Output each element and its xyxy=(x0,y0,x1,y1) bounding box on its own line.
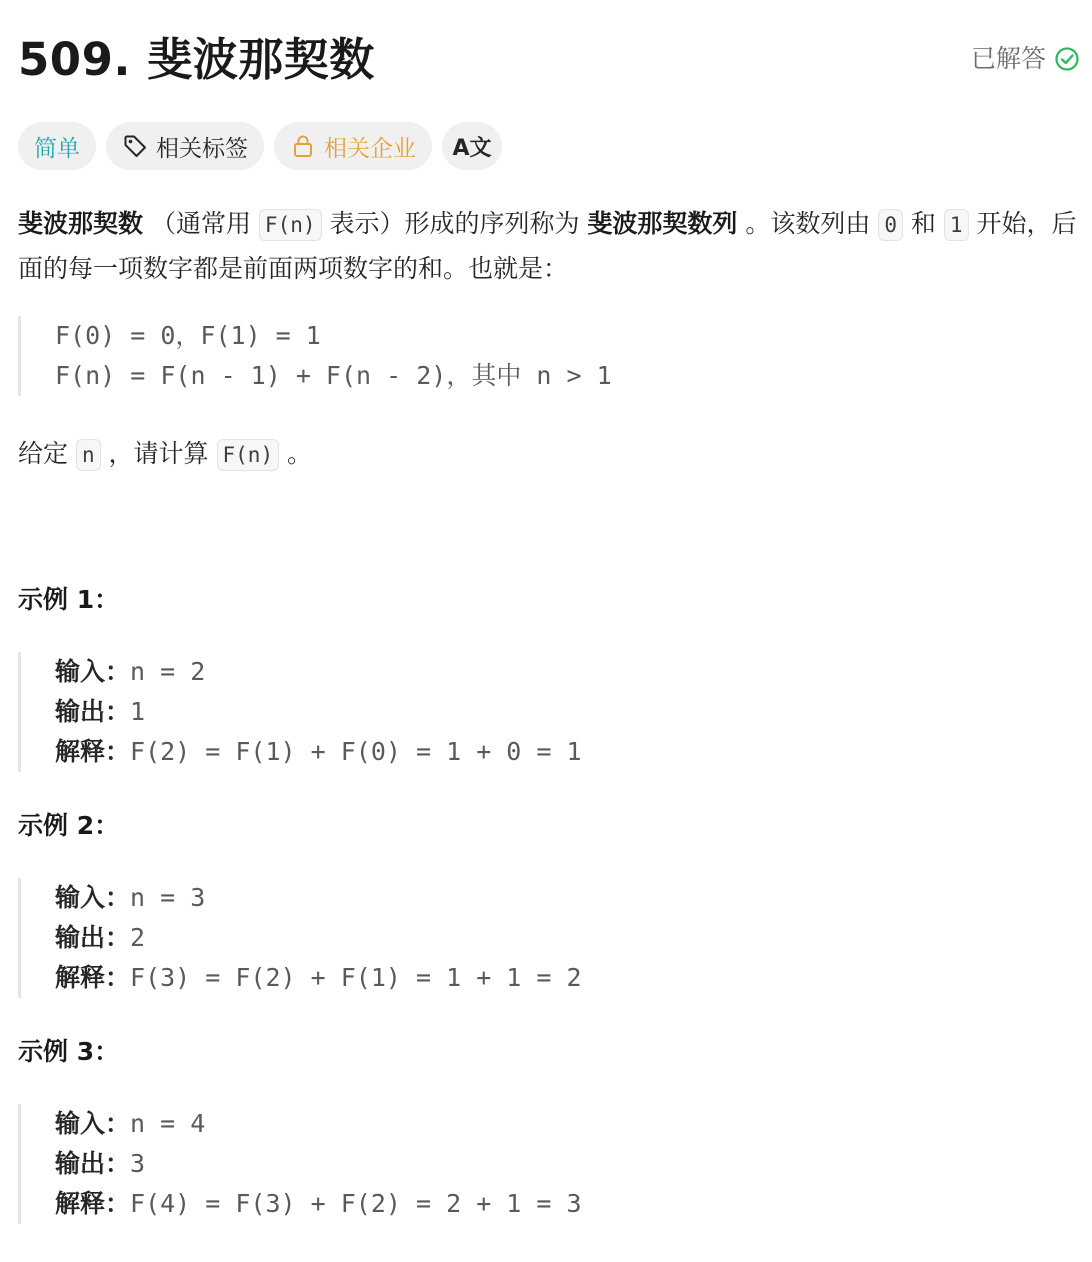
output-label: 输出： xyxy=(55,923,131,952)
task-statement xyxy=(18,432,312,477)
example-input-line xyxy=(55,878,582,918)
related-companies-label: 相关企业 xyxy=(324,135,416,162)
input-label: 输入： xyxy=(55,1109,131,1138)
check-circle-icon xyxy=(1054,46,1080,72)
translate-icon: A文 xyxy=(452,135,492,161)
example-1-block xyxy=(18,652,582,772)
example-input-value: n = 2 xyxy=(130,657,206,686)
formula-line: F(n) = F(n - 1) + F(n - 2)，其中 n > 1 xyxy=(55,361,612,390)
inline-code-fn: F(n) xyxy=(217,439,280,471)
text-segment: 。 xyxy=(279,439,313,468)
example-input-value: n = 4 xyxy=(130,1109,206,1138)
example-3-block xyxy=(18,1104,582,1224)
problem-title[interactable]: 509. 斐波那契数 xyxy=(18,33,375,86)
problem-description xyxy=(18,202,1080,291)
text-segment: 开始，后面的每一项数字都是前面两项数字的和。也就是： xyxy=(18,209,1077,283)
example-explanation-value: F(4) = F(3) + F(2) = 2 + 1 = 3 xyxy=(130,1189,582,1218)
explanation-label: 解释： xyxy=(55,737,131,766)
difficulty-label: 简单 xyxy=(34,135,80,162)
example-3-heading: 示例 3： xyxy=(18,1037,120,1066)
example-input-value: n = 3 xyxy=(130,883,206,912)
inline-code-one: 1 xyxy=(944,209,969,241)
tag-icon xyxy=(122,133,148,159)
formula-line: F(0) = 0，F(1) = 1 xyxy=(55,321,321,350)
output-label: 输出： xyxy=(55,1149,131,1178)
problem-header xyxy=(18,30,1080,90)
lock-icon xyxy=(290,133,316,159)
text-segment: ，请计算 xyxy=(100,439,217,468)
output-label: 输出： xyxy=(55,697,131,726)
input-label: 输入： xyxy=(55,657,131,686)
example-input-line xyxy=(55,1104,582,1144)
related-tags-label: 相关标签 xyxy=(156,135,248,162)
inline-code-n: n xyxy=(76,439,101,471)
text-segment: 给定 xyxy=(18,439,76,468)
tag-row xyxy=(18,122,502,170)
text-segment: 和 xyxy=(902,209,944,238)
example-explanation-line xyxy=(55,958,582,998)
fibonacci-term: 斐波那契数 xyxy=(18,209,144,238)
example-explanation-value: F(3) = F(2) + F(1) = 1 + 1 = 2 xyxy=(130,963,582,992)
example-2-block xyxy=(18,878,582,998)
difficulty-badge[interactable] xyxy=(18,122,96,170)
explanation-label: 解释： xyxy=(55,963,131,992)
related-tags-button[interactable] xyxy=(106,122,264,170)
example-output-value: 2 xyxy=(130,923,146,952)
input-label: 输入： xyxy=(55,883,131,912)
description-paragraph xyxy=(18,202,1080,291)
solved-status xyxy=(971,42,1080,76)
example-output-value: 1 xyxy=(130,697,146,726)
example-1-heading: 示例 1： xyxy=(18,585,120,614)
related-companies-button[interactable] xyxy=(274,122,432,170)
explanation-label: 解释： xyxy=(55,1189,131,1218)
example-explanation-line xyxy=(55,732,582,772)
text-segment: 。该数列由 xyxy=(737,209,879,238)
example-output-line xyxy=(55,918,582,958)
example-output-line xyxy=(55,1144,582,1184)
inline-code-zero: 0 xyxy=(878,209,903,241)
example-explanation-line xyxy=(55,1184,582,1224)
example-output-line xyxy=(55,692,582,732)
example-explanation-value: F(2) = F(1) + F(0) = 1 + 0 = 1 xyxy=(130,737,582,766)
text-segment: （通常用 xyxy=(143,209,259,238)
solved-label: 已解答 xyxy=(970,44,1046,73)
text-segment: 表示）形成的序列称为 xyxy=(321,209,588,238)
example-input-line xyxy=(55,652,582,692)
inline-code-fn: F(n) xyxy=(259,209,322,241)
example-2-heading: 示例 2： xyxy=(18,811,120,840)
formula-block xyxy=(18,316,612,396)
fibonacci-sequence-term: 斐波那契数列 xyxy=(587,209,738,238)
example-output-value: 3 xyxy=(130,1149,146,1178)
translate-button[interactable] xyxy=(442,122,502,170)
